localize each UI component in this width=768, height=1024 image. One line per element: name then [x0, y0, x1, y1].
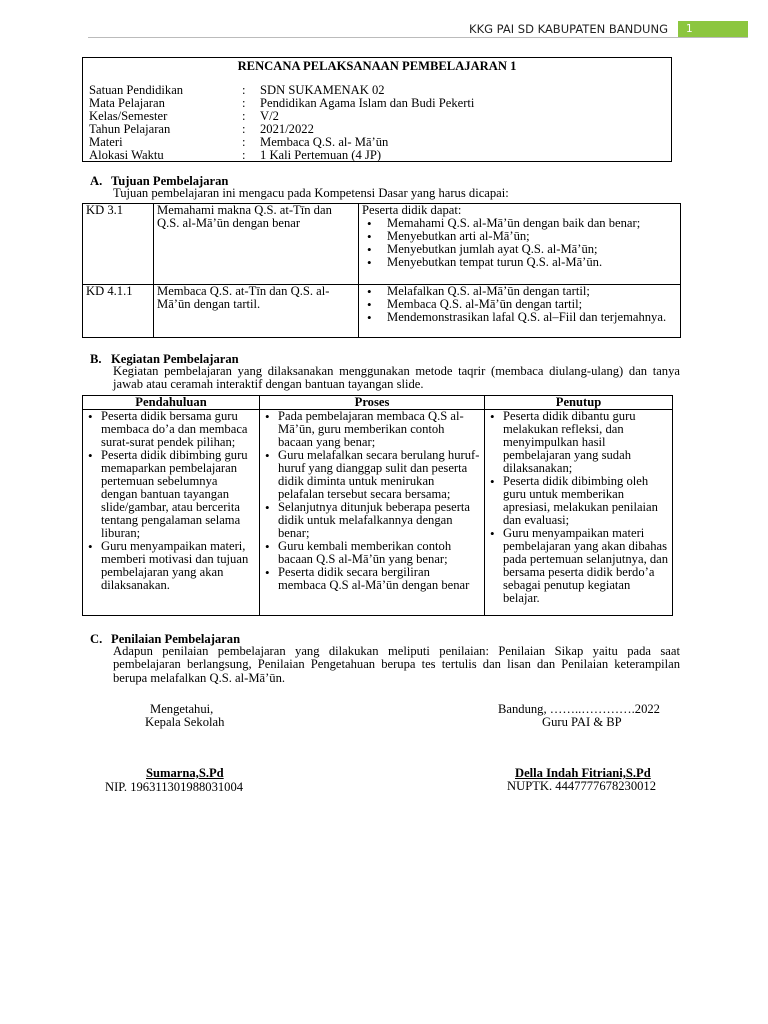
section-b-intro: Kegiatan pembelajaran yang dilaksanakan menggunakan metode taqrir (membaca diulang-ulang) dan tanya jawab atau ceramah interaktif dengan bantuan tayangan slide.: [113, 364, 680, 392]
kd-indicators: [359, 204, 681, 285]
list-item: • Menyebutkan arti al-Mā’ūn;: [362, 230, 677, 243]
list-item: • Mendemonstrasikan lafal Q.S. al–Fiil dan terjemahnya.: [362, 311, 677, 324]
kd-row: [83, 285, 681, 338]
list-item: • Guru menyampaikan materi, memberi motivasi dan tujuan pembelajaran yang akan dilaksanakan.: [86, 540, 256, 592]
kd-description: Memahami makna Q.S. at-Tīn dan Q.S. al-Mā’ūn dengan benar: [154, 204, 359, 285]
teacher-name: Della Indah Fitriani,S.Pd: [515, 766, 651, 780]
list-item: • Selanjutnya ditunjuk beberapa peserta didik untuk melafalkannya dengan benar;: [263, 501, 481, 540]
list-item: • Memahami Q.S. al-Mā’ūn dengan baik dan benar;: [362, 217, 677, 230]
activities-table: [82, 395, 673, 616]
pendahuluan-cell: [83, 410, 260, 616]
identity-box: RENCANA PELAKSANAAN PEMBELAJARAN 1 Satuan Pendidikan : SDN SUKAMENAK 02 Mata Pelajaran : Pendidikan Agama Islam dan Budi Pekerti Kelas/Semester : V/2 Tahun Pelajaran : 2021/2022 Materi : Membaca Q.S. al- Mā’ūn Alokasi Waktu : 1 Kali Pertemuan (4 JP): [82, 57, 672, 162]
list-item: • Guru kembali memberikan contoh bacaan Q.S al-Mā’ūn yang benar;: [263, 540, 481, 566]
list-item: • Melafalkan Q.S. al-Mā’ūn dengan tartil;: [362, 285, 677, 298]
list-item: • Guru menyampaikan materi pembelajaran yang akan dibahas pada pertemuan selanjutnya, dan bersama peserta didik berdo’a sebagai penutup kegiatan belajar.: [488, 527, 669, 605]
kd-code: KD 3.1: [83, 204, 154, 285]
list-item: • Guru melafalkan secara berulang huruf-huruf yang dianggap sulit dan peserta didik diminta untuk menirukan pelafalan tersebut secara bersama;: [263, 449, 481, 501]
section-c-text: Adapun penilaian pembelajaran yang dilakukan meliputi penilaian: Penilaian Sikap yaitu pada saat pembelajaran berlangsung, Penilaian Pengetahuan berupa tes tertulis dan lisan dan Penilaian keterampilan berupa melafalkan Q.S. al-Mā’ūn.: [113, 644, 680, 685]
penutup-cell: [485, 410, 673, 616]
proses-cell: [260, 410, 485, 616]
sign-right-line2: Guru PAI & BP: [542, 715, 622, 729]
teacher-id: NUPTK. 4447777678230012: [507, 779, 657, 793]
list-item: • Peserta didik dibimbing guru memaparkan pembelajaran pertemuan sebelumnya dengan bantuan tayangan slide/gambar, atau bercerita tentang pengalaman selama liburan;: [86, 449, 256, 540]
list-item: • Peserta didik secara bergiliran membaca Q.S al-Mā’ūn dengan benar: [263, 566, 481, 592]
column-header: Proses: [260, 396, 485, 410]
sign-left-line2: Kepala Sekolah: [145, 715, 225, 729]
list-item: • Peserta didik dibimbing oleh guru untuk memberikan apresiasi, melakukan penilaian dan evaluasi;: [488, 475, 669, 527]
section-a-intro: Tujuan pembelajaran ini mengacu pada Kompetensi Dasar yang harus dicapai:: [113, 186, 509, 200]
kd-indicator-head: Peserta didik dapat:: [362, 203, 462, 217]
header-text: KKG PAI SD KABUPATEN BANDUNG: [469, 22, 668, 36]
page-header: [469, 21, 748, 37]
column-header: Pendahuluan: [83, 396, 260, 410]
principal-name: Sumarna,S.Pd: [146, 766, 224, 780]
list-item: • Membaca Q.S. al-Mā’ūn dengan tartil;: [362, 298, 677, 311]
list-item: • Peserta didik bersama guru membaca do’a dan membaca surat-surat pendek pilihan;: [86, 410, 256, 449]
kd-table: [82, 203, 681, 338]
list-item: • Pada pembelajaran membaca Q.S al-Mā’ūn, guru memberikan contoh bacaan yang benar;: [263, 410, 481, 449]
kd-code: KD 4.1.1: [83, 285, 154, 338]
column-header: Penutup: [485, 396, 673, 410]
kd-description: Membaca Q.S. at-Tīn dan Q.S. al-Mā’ūn dengan tartil.: [154, 285, 359, 338]
sign-left-line1: Mengetahui,: [150, 702, 214, 716]
list-item: • Menyebutkan jumlah ayat Q.S. al-Mā’ūn;: [362, 243, 677, 256]
list-item: • Menyebutkan tempat turun Q.S. al-Mā’ūn.: [362, 256, 677, 269]
document-title: RENCANA PELAKSANAAN PEMBELAJARAN 1: [237, 59, 517, 73]
kd-row: [83, 204, 681, 285]
list-item: • Peserta didik dibantu guru melakukan refleksi, dan menyimpulkan hasil pembelajaran yang sudah dilaksanakan;: [488, 410, 669, 475]
principal-id: NIP. 196311301988031004: [105, 780, 244, 794]
page-number: 1: [678, 21, 748, 37]
kd-indicators: [359, 285, 681, 338]
header-divider: [88, 37, 748, 38]
sign-right-line1: Bandung, ……..………….2022: [498, 702, 660, 716]
